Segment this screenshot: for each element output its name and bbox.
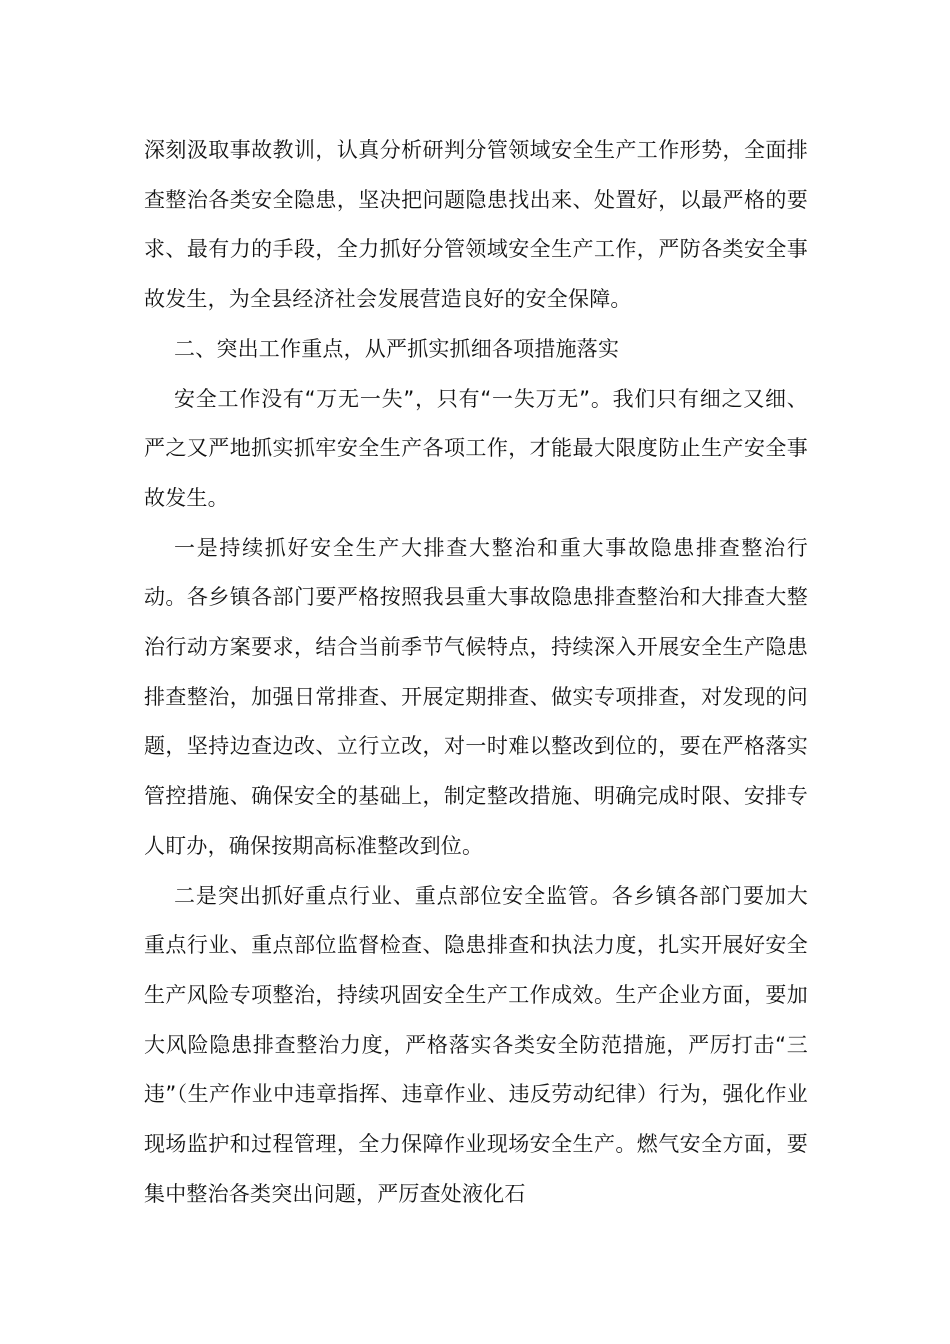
document-body	[144, 126, 808, 1219]
paragraph-intro: 安全工作没有“万无一失”，只有“一失万无”。我们只有细之又细、严之又严地抓实抓牢安全生产各项工作，才能最大限度防止生产安全事故发生。	[144, 386, 808, 510]
paragraph-point-two: 二是突出抓好重点行业、重点部位安全监管。各乡镇各部门要加大重点行业、重点部位监督检查、隐患排查和执法力度，扎实开展好安全生产风险专项整治，持续巩固安全生产工作成效。生产企业方面，要加大风险隐患排查整治力度，严格落实各类安全防范措施，严厉打击“三违”（生产作业中违章指挥、违章作业、违反劳动纪律）行为，强化作业现场监护和过程管理，全力保障作业现场安全生产。燃气安全方面，要集中整治各类突出问题，严厉查处液化石	[144, 883, 808, 1206]
section-heading: 二、突出工作重点，从严抓实抓细各项措施落实	[174, 336, 620, 361]
paragraph-point-one: 一是持续抓好安全生产大排查大整治和重大事故隐患排查整治行动。各乡镇各部门要严格按照我县重大事故隐患排查整治和大排查大整治行动方案要求，结合当前季节气候特点，持续深入开展安全生产隐患排查整治，加强日常排查、开展定期排查、做实专项排查，对发现的问题，坚持边查边改、立行立改，对一时难以整改到位的，要在严格落实管控措施、确保安全的基础上，制定整改措施、明确完成时限、安排专人盯办，确保按期高标准整改到位。	[144, 535, 808, 858]
paragraph-continuation: 深刻汲取事故教训，认真分析研判分管领域安全生产工作形势，全面排查整治各类安全隐患，坚决把问题隐患找出来、处置好，以最严格的要求、最有力的手段，全力抓好分管领域安全生产工作，严防各类安全事故发生，为全县经济社会发展营造良好的安全保障。	[144, 138, 808, 312]
